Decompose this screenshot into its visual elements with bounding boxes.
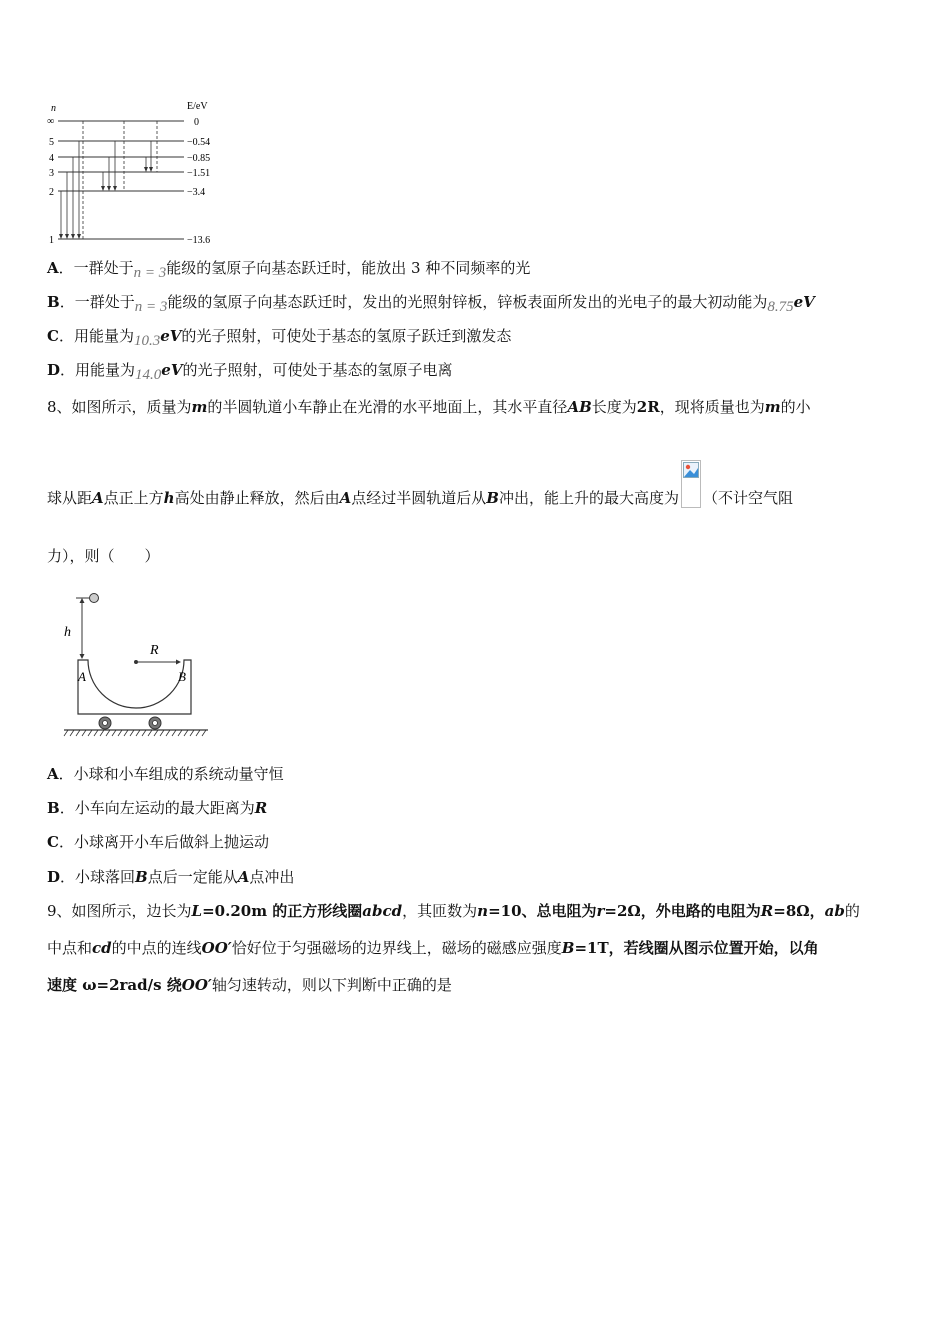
- q7-option-b: B．一群处于n = 3能级的氢原子向基态跃迁时，发出的光照射锌板，锌板表面所发出的光电子的最大初动能为8.75eV: [47, 293, 815, 315]
- label-R: R: [150, 643, 159, 658]
- level-n-inf: ∞: [47, 116, 55, 127]
- q9-stem-line-3: 速度 ω=2rad/s 绕OO′轴匀速转动，则以下判断中正确的是: [47, 976, 452, 994]
- level-E-2: −3.4: [187, 187, 206, 198]
- q8-option-b: B．小车向左运动的最大距离为R: [47, 799, 268, 817]
- level-E-1: −13.6: [187, 235, 211, 246]
- q9-stem-line-2: 中点和cd的中点的连线OO′恰好位于匀强磁场的边界线上，磁场的磁感应强度B=1T，若线圈从图示位置开始，以角: [47, 939, 819, 957]
- cart-track-figure: [60, 590, 210, 738]
- level-E-inf: 0: [194, 117, 199, 128]
- ball: [90, 594, 99, 603]
- q7-option-c: C．用能量为10.3eV的光子照射，可使处于基态的氢原子跃迁到激发态: [47, 327, 512, 349]
- level-E-3: −1.51: [187, 168, 211, 179]
- q7-option-a: A．一群处于n = 3能级的氢原子向基态跃迁时，能放出 3 种不同频率的光: [47, 259, 531, 281]
- q9-stem-line-1: 9、如图所示，边长为L=0.20m 的正方形线圈abcd，其匝数为n=10、总电阻为r=2Ω，外电路的电阻为R=8Ω，ab的: [47, 902, 860, 920]
- q8-option-d: D．小球落回B点后一定能从A点冲出: [47, 868, 295, 886]
- q8-option-a: A．小球和小车组成的系统动量守恒: [47, 765, 284, 783]
- n-axis-label: n: [51, 103, 56, 114]
- missing-image-icon: [681, 460, 701, 508]
- label-B: B: [178, 669, 186, 684]
- level-n-5: 5: [49, 137, 54, 148]
- q7-option-d: D．用能量为14.0eV的光子照射，可使处于基态的氢原子电离: [47, 361, 453, 383]
- q8-option-c: C．小球离开小车后做斜上抛运动: [47, 833, 269, 851]
- level-n-3: 3: [49, 168, 54, 179]
- cart-body: [78, 660, 191, 714]
- level-n-4: 4: [49, 153, 54, 164]
- q8-stem-line-3: 力），则（ ）: [47, 547, 160, 565]
- energy-axis-label: E/eV: [187, 101, 208, 112]
- q8-stem-line-1: 8、如图所示，质量为m的半圆轨道小车静止在光滑的水平地面上，其水平直径AB长度为2R，现将质量也为m的小: [47, 398, 811, 416]
- level-n-1: 1: [49, 235, 54, 246]
- label-h: h: [64, 625, 71, 640]
- level-n-2: 2: [49, 187, 54, 198]
- energy-level-diagram: [44, 98, 229, 250]
- level-E-5: −0.54: [187, 137, 211, 148]
- level-E-4: −0.85: [187, 153, 211, 164]
- q8-stem-line-2: 球从距A点正上方h高处由静止释放，然后由A点经过半圆轨道后从B冲出，能上升的最大高度为 （不计空气阻: [47, 460, 793, 508]
- label-A: A: [78, 669, 86, 684]
